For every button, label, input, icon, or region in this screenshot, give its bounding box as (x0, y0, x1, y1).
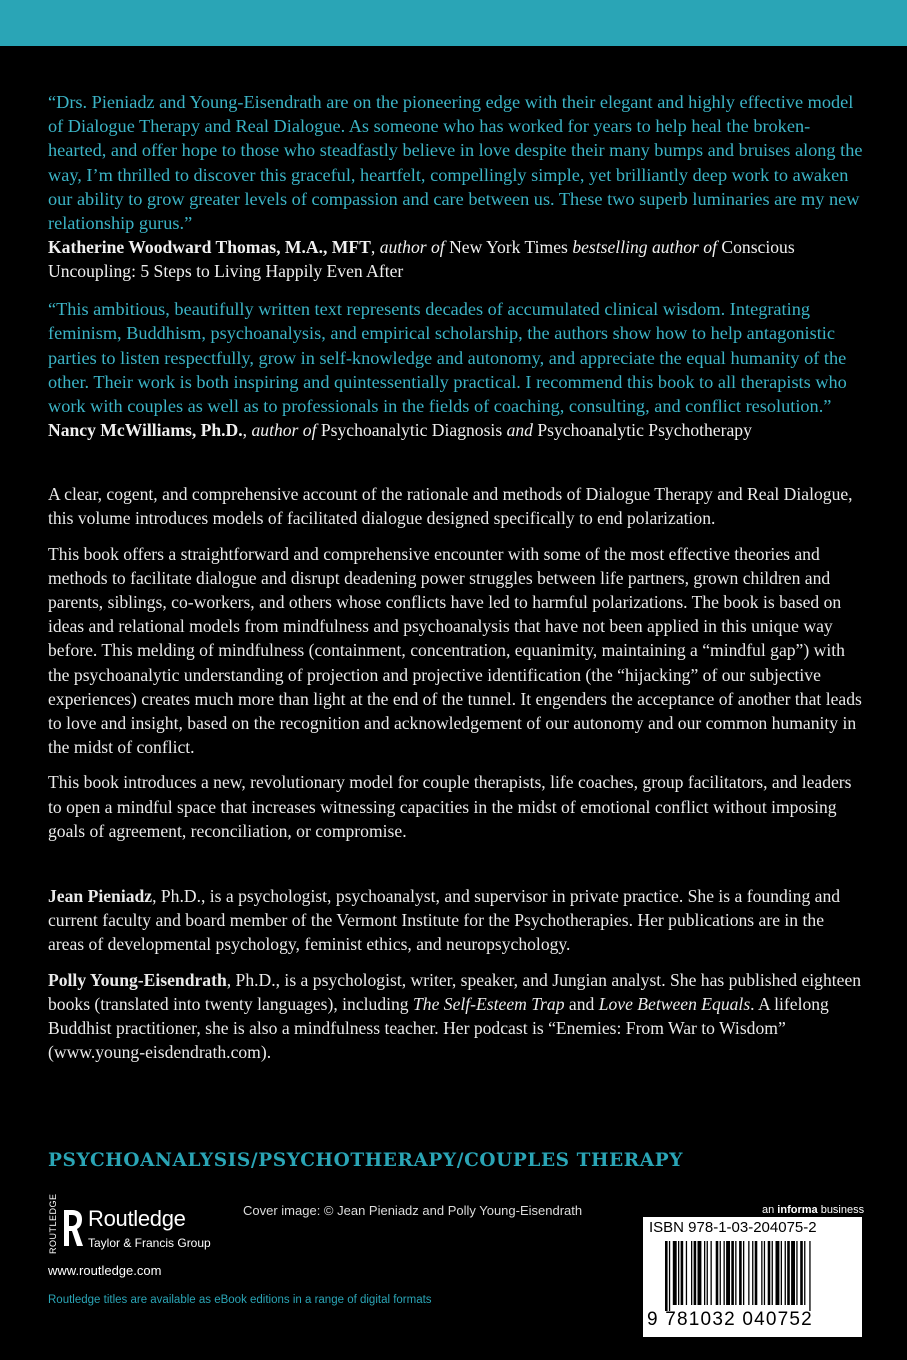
barcode-bar (804, 1241, 805, 1305)
barcode-bar (711, 1241, 712, 1305)
barcode-bar (694, 1241, 697, 1305)
back-cover-content (48, 90, 863, 1076)
barcode-graphic (663, 1241, 853, 1311)
author-of-label: author of (379, 237, 445, 258)
endorser-name: Katherine Woodward Thomas, M.A., MFT (48, 237, 371, 258)
informa-prefix: an (762, 1204, 778, 1216)
ebook-note: Routledge titles are available as eBook editions in a range of digital formats (48, 1294, 432, 1306)
book-title: The Self-Esteem Trap (413, 993, 565, 1014)
attribution-work: Psychoanalytic Psychotherapy (532, 420, 752, 441)
logo-vertical-text: ROUTLEDGE (48, 1193, 58, 1254)
cover-image-credit: Cover image: © Jean Pieniadz and Polly Young-Eisendrath (243, 1203, 583, 1218)
barcode-bar (731, 1241, 734, 1305)
description-paragraph: This book offers a straightforward and comprehensive encounter with some of the most effective theories and methods to facilitate dialogue and disrupt deadening power struggles between life partners, grown children and parents, siblings, co-workers, and others whose conflicts have led to harmful polarizations. The book is based on ideas and relational models from mindfulness and psychoanalysis that have not been applied in this unique way before. This melding of mindfulness (containment, concentration, equanimity, maintaining a “mindful gap”) with the psychoanalytic understanding of projection and projective identification (the “hijacking” of our subjective experiences) creates much more than light at the end of the tunnel. It engenders the acceptance of another that leads to love and insight, based on the recognition and acknowledgement of our autonomy and our common humanity in the midst of conflict. (48, 543, 862, 758)
barcode-bar (673, 1241, 677, 1305)
bio-text: and (564, 993, 599, 1014)
barcode-bar (785, 1241, 786, 1305)
barcode-bar (748, 1241, 749, 1305)
informa-brand: informa (777, 1204, 818, 1216)
barcode-bar (776, 1241, 780, 1305)
description-paragraph: A clear, cogent, and comprehensive account of the rationale and methods of Dialogue Therapy and Real Dialogue, this volume introduces models of facilitated dialogue designed specifically to end polarization. (48, 484, 853, 529)
attribution-separator: , (242, 420, 252, 441)
barcode-bar (724, 1241, 725, 1305)
barcode-bar (739, 1241, 742, 1305)
barcode-bar (691, 1241, 692, 1305)
barcode-bar (791, 1241, 795, 1305)
barcode-bar (796, 1241, 797, 1305)
publisher-group: Taylor & Francis Group (88, 1236, 211, 1250)
endorsement-2 (48, 297, 863, 442)
barcode-bar (726, 1241, 730, 1305)
subject-category: PSYCHOANALYSIS/PSYCHOTHERAPY/COUPLES THERAPY (48, 1150, 684, 1171)
attribution-work: New York Times (444, 237, 573, 258)
barcode-bar (800, 1241, 803, 1305)
attribution-work: Conscious Uncoupling: 5 Steps to Living Happily Even After (48, 237, 795, 282)
barcode-bar (681, 1241, 684, 1305)
barcode-bar (707, 1241, 708, 1305)
attribution-connector: and (506, 420, 533, 441)
barcode-bar (787, 1241, 790, 1305)
book-title: Love Between Equals (598, 993, 751, 1014)
barcode-bar (686, 1241, 687, 1305)
isbn-barcode (643, 1217, 862, 1337)
barcode-bar (761, 1241, 762, 1305)
endorsement-attribution (48, 418, 863, 442)
informa-suffix: business (817, 1204, 865, 1216)
barcode-bar (768, 1241, 771, 1305)
publisher-name: Routledge (88, 1206, 186, 1231)
endorsement-attribution (48, 235, 863, 283)
endorsement-1 (48, 90, 863, 283)
barcode-bar (764, 1241, 765, 1305)
attribution-work: Psychoanalytic Diagnosis (316, 420, 507, 441)
barcode-bar (772, 1241, 773, 1305)
attribution-connector: bestselling author of (572, 237, 717, 258)
author-bio-polly (48, 968, 863, 1065)
author-name: Jean Pieniadz (48, 886, 153, 907)
barcode-bar (678, 1241, 679, 1305)
endorsement-quote: “Drs. Pieniadz and Young-Eisendrath are on the pioneering edge with their elegant and highly effective model of Dialogue Therapy and Real Dialogue. As someone who has worked for years to help heal the broken-hearted, and offer hope to those who steadfastly believe in love despite their many bumps and bruises along the way, I’m thrilled to discover this graceful, heartfelt, compellingly simple, yet brilliantly deep work to awaken our ability to grow greater levels of compassion and care between us. These two superb luminaries are my new relationship gurus.” (48, 92, 863, 234)
informa-business-label (762, 1204, 864, 1216)
attribution-separator: , (370, 237, 380, 258)
bio-text: , Ph.D., is a psychologist, psychoanalyst, and supervisor in private practice. She is a founding and current faculty and board member of the Vermont Institute for the Psychotherapies. Her publications are in the areas of developmental psychology, feminist ethics, and neuropsychology. (48, 886, 841, 955)
barcode-bar (669, 1241, 670, 1311)
bio-text: , Ph.D., is a psychologist, writer, speaker, and Jungian analyst. She has published eighteen books (translated into twenty languages), including (48, 969, 862, 1014)
isbn-label: ISBN 978-1-03-204075-2 (649, 1219, 817, 1236)
description-paragraph: This book introduces a new, revolutionary model for couple therapists, life coaches, group facilitators, and leaders to open a mindful space that increases witnessing capacities in the midst of emotional conflict without imposing goals of agreement, reconciliation, or compromise. (48, 772, 852, 841)
barcode-bar (720, 1241, 721, 1305)
endorser-name: Nancy McWilliams, Ph.D. (48, 420, 243, 441)
routledge-r-icon (62, 1206, 84, 1250)
publisher-website[interactable]: www.routledge.com (48, 1263, 162, 1278)
barcode-bar (755, 1241, 758, 1305)
barcode-digits: 9 781032 040752 (647, 1309, 813, 1330)
barcode-bar (752, 1241, 753, 1305)
routledge-logo (48, 1193, 248, 1256)
barcode-bar (698, 1241, 702, 1305)
author-bio-jean (48, 884, 863, 957)
barcode-bar (809, 1241, 810, 1311)
author-of-label: author of (251, 420, 317, 441)
barcode-bar (781, 1241, 782, 1305)
barcode-bar (743, 1241, 744, 1305)
top-accent-band (0, 0, 907, 46)
barcode-bar (735, 1241, 736, 1305)
barcode-bar (704, 1241, 705, 1305)
barcode-bar (665, 1241, 668, 1311)
bio-text: . A lifelong Buddhist practitioner, she is also a mindfulness teacher. Her podcast is “Enemies: From War to Wisdom” (www.young-eisdendrath.com). (48, 993, 829, 1063)
endorsement-quote: “This ambitious, beautifully written text represents decades of accumulated clinical wisdom. Integrating feminism, Buddhism, psychoanalysis, and empirical scholarship, the authors show how to help antagonistic parties to listen respectfully, grow in self-knowledge and autonomy, and appreciate the equal humanity of the other. Their work is both inspiring and quintessentially practical. I recommend this book to all therapists who work with couples as well as to professionals in the fields of coaching, consulting, and conflict resolution.” (48, 299, 847, 417)
barcode-bar (716, 1241, 719, 1305)
author-name: Polly Young-Eisendrath (48, 969, 227, 990)
